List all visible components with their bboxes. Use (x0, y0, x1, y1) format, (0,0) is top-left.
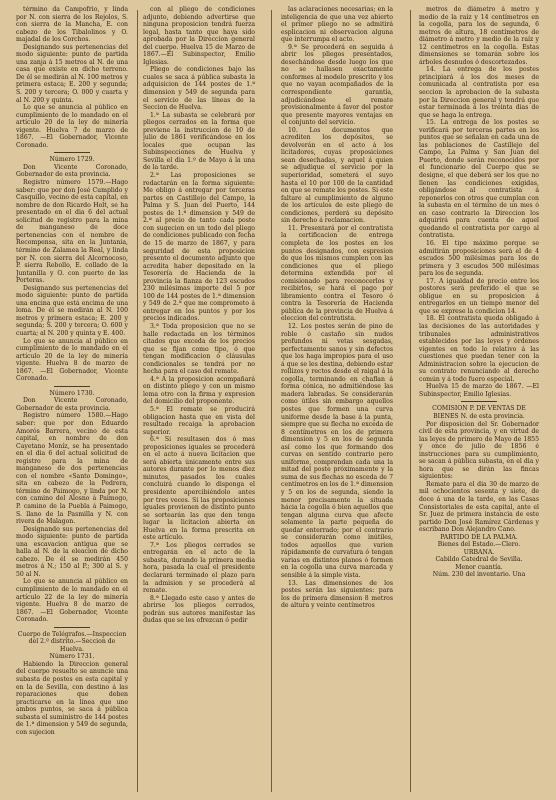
paragraph: Huelva 15 de marzo de 1867. —El Subinspector, Emilio Iglesias. (419, 383, 539, 398)
section-rule (54, 627, 90, 628)
text-column-1 (16, 6, 128, 794)
paragraph: 6.ª Si resultasen dos ó mas proposiciones iguales se procederá en el acto á nueva licitacion que será abierta únicamente entre sus autores durante por lo menos diez minutos, pasados los cuales concluirá cuando lo disponga el presidente apercibiéndolo antes por tres veces. Si las proposiciones iguales provienen de distinto punto se sortearán las que den tenga lugar la licitacion abierta en Huelva en la forma prescrita en este artículo. (143, 436, 255, 542)
section-heading: Bienes del Estado.—Clero. (437, 541, 521, 549)
paragraph: Remate para el dia 30 de marzo de mil ochocientos sesenta y siete, de doce á una de la tarde, en las Casas Consistoriales de esta capital, ante el Sr. Juez de primera instancia de este partido Don José Ramírez Cárdenas y escribano Don Alejandro Cano. (419, 480, 539, 534)
section-heading: PARTIDO DE LA PALMA. (440, 533, 518, 541)
paragraph: Lo que se anuncia al público en cumplimiento de lo mandado en el artículo 20 de la ley de minería vigente. Huelva 7 de marzo de 1867. —El Gobernador, Vicente Coronado. (16, 104, 128, 149)
paragraph: metros de diámetro á metro y medio de la raíz y 14 centímetros en la cogolla, para los de segunda, 6 metros de altura, 18 centímetros de diámetro á metro y medio de la raíz y 12 centímetros en la cogolla. Estas dimensiones se tomarán sobre los árboles desnudos ó descortezados. (419, 6, 539, 66)
paragraph: 9.ª Se procederá en seguida á abrir los pliegos presentados, desechándose desde luego los que no se hallasen exactamente conformes al modelo prescrito y los que no vayan acompañados de la correspondiente garantía, adjudicándose el remate provisionalmente á favor del postor que presente mayores ventajas en el conjunto del servicio. (281, 43, 393, 127)
paragraph: 14. La entrega de los postes principiará á los dos meses de comunicada al contratista por esa seccion la aprobacion de la subasta por la Direccion general y tendrá que estar terminada á los treinta dias de que se haga la entrega. (419, 66, 539, 119)
paragraph: con al pliego de condiciones adjunto, debiendo advertirse que ninguna proposicion tendrá fuerza legal, hasta tanto que haya sido aprobada por la Direccion general del cuerpo. Huelva 15 de Marzo de 1867.—El Subinspector, Emilio Iglesias. (143, 6, 255, 66)
paragraph: Lo que se anuncia al público en cumplimiento de lo mandado en el artículo 20 de la ley de minería vigente. Huelva 8 de marzo de 1867. —El Gobernador, Vicente Coronado. (16, 337, 128, 383)
text-column-4 (419, 6, 539, 794)
paragraph: 3.ª Toda proposicion que no se halle redactada en los términos citados que exceda de los precios que se fijan como tipo, ó que tengan modificacion ó cláusulas condicionales se tendrá por no hecha para el caso del remate. (143, 322, 255, 376)
paragraph: 2.ª Las proposiciones se redactarán en la forma siguiente: Me obligo á entregar por terceras partes en Castillejo del Campo, la Palma y S. Juan del Puerto, 144 postes de 1.ª dimension y 549 de 2.ª al precio de tanto cada poste con sugecion en un todo del pliego de condiciones publicado con fecha de 15 de marzo de 1867, y para seguridad de esta proposicion presento el documento adjunto que acredita haber depositado en la Tesorería de Hacienda de la provincia la fianza de 123 escudos 230 milésimas importe del 5 por 100 de 144 postes de 1.ª dimension y 549 de 2.ª que me comprometo á entregar en los puntos y por los precios indicados. (143, 172, 255, 323)
paragraph: las aclaraciones necesarias; en la inteligencia de que una vez abierto el primer pliego no se admitirá esplicacion ni observacion alguna que interrumpa el acto. (281, 6, 393, 44)
paragraph: Designando sus pertenencias del modo siguiente: punto de partida una escavacion antigua que se halla al N. de la eleacion de dicho cabezo. De él se medirán 450 metros á N.; 150 al P.; 300 al S. y 50 al N. (16, 525, 128, 578)
paragraph: Designando sus pertenencias del modo siguiente: punto de partida una zanja á 15 metros al N. de una casa que existe en dicho terreno. De él se medirán al N. 100 metros y primera estaca; E. 200 y segunda; S. 200 y tercera; O. 000 y cuarta y al N. 200 y quinta. (16, 43, 128, 104)
paragraph: 15. La entrega de los postes se verificará por terceras partes en los puntos que se señalan en cada una de las poblaciones de Castillejo del Campo, La Palma y San Juan del Puerto, donde serán reconocidos por el funcionario del Cuerpo que se designe, el que deberá ser los que no llenen las condiciones exigidas, obligándose al contratista á reponerlos con otros que cumplan con la subasta en el término de un mes ó en caso contrario la Direccion los adquirirá para cuenta de aquel quedando el contratista por cargo al contratista. (419, 119, 539, 240)
section-heading: URBANA. (463, 548, 495, 556)
paragraph: 5.ª El remate se producirá obligacion hasta que en vista del resultado recaiga la aprobacion superior. (143, 405, 255, 436)
section-heading: Menor cuantía. (455, 563, 503, 571)
paragraph: 8.ª Llegado este caso y antes de abrirse los pliegos cerrados, podrán sus autores manifestar las dudas que se les ofrezcan ó pedir (143, 594, 255, 625)
paragraph: Designando sus pertenencias del modo siguiente: punto de partida una encina que está encima de una loma. De él se medirán al N. 100 metros y primera estaca; E. 200 y segunda; S. 200 y tercera; O. 600 y cuarta; al N. 200 y quinta y E. 400. (16, 284, 128, 337)
section-heading: Número 1730. (49, 389, 95, 397)
text-column-3 (281, 6, 393, 794)
text-column-2 (143, 6, 255, 794)
section-heading: Número 1729. (49, 156, 95, 164)
paragraph: 4.ª A la proposicion acompañará en distinto pliego y con un mismo lema otro con la firma y expresion del domicilio del proponente. (143, 375, 255, 406)
section-heading: Cabildo Catedral de Sevilla. (435, 556, 523, 564)
column-divider (271, 10, 272, 792)
column-divider (410, 10, 411, 792)
section-heading: Número 1731. (49, 653, 95, 661)
paragraph: Don Vicente Coronado, Gobernador de esta provincia. (16, 397, 128, 412)
section-rule (461, 401, 497, 402)
paragraph: Pliego de condiciones bajo las cuales se saca á pública subasta la adquisicion de 144 postes de 1.ª dimension y 549 de segunda para el servicio de las líneas de la Seccion de Huelva. (143, 66, 255, 112)
column-divider (137, 10, 138, 792)
section-rule (54, 152, 90, 153)
paragraph: 7.ª Los pliegos cerrados se entregarán en el acto de la subasta, durando la primera media hora, pasada la cual el presidente declarará terminado el plazo para la admision y se procederá al remate. (143, 541, 255, 595)
paragraph: Habiendo la Direccion general del cuerpo resuelto se anuncie una subasta de postes en esta capital y en la de Sevilla, con destino á las reparaciones que deben practicarse en la línea que une ambos puntos, se saca á pública subasta el suministro de 144 postes de 1.ª dimension y 549 de segunda, con sujecion (16, 660, 128, 736)
section-rule (54, 386, 90, 387)
paragraph: 16. El tipo máximo porque se admitirán proposiciones será el de 4 escudos 500 milésimas para los de primera y 3 escudos 500 milésimas para los de segunda. (419, 239, 539, 278)
paragraph: Por disposicion del Sr. Gobernador civil de esta provincia, y en virtud de las leyes de primero de Mayo de 1855 y once de julio de 1856 é instrucciones para su cumplimiento, se sacan á pública subasta, en el dia y hora que se dirán las fincas siguientes: (419, 420, 539, 481)
paragraph: 1.ª La subasta se celebrará por pliegos cerrados en la forma que previene la instruccion de 10 de julio de 1861 verificándose en los locales que ocupan las Subinspecciones de Huelva y Sevilla el dia 1.º de Mayo á la una de la tarde. (143, 111, 255, 172)
paragraph: 10. Los documentos que acrediten los depósitos, se devolverán en el acto á los licitadores, cuyas proposiciones sean desechadas, y aquel á quien se adjudique el servicio por la superioridad, someterá el suyo hasta el 10 por 100 de la cantidad en que se remate los postes. Si este faltare al cumplimiento de alguno de los artículos de este pliego de condiciones, perderá su depósito sin derecho á reclamacion. (281, 126, 393, 225)
paragraph: Registro número 1579.—Hago saber: que por don José Cumplido y Casquillo, vecino de esta capital, en nombre de don Ricardo Holt, se ha presentado en el dia 6 del actual solicitud de registro para la mina de manganeso de doce pertenencias con el nombre de Recompensa, sita en la Juntania, término de Zalamea la Real, y linda por N. con sierra del Alcornocoso, P. sierra Rebollo, E. collado de la Juntanilla y O. con puerto de las Porteras. (16, 179, 128, 285)
paragraph: 18. El contratista queda obligado á las decisiones de las autoridades y tribunales administrativos establecidos por las leyes y órdenes vigentes en todo lo relativo á las cuestiones que puedan tener con la Administracion sobre la ejecucion de su contrato renunciando al derecho común y á todo fuero especial. (419, 315, 539, 383)
section-heading: COMISION P. DE VENTAS DE BIENES N. de esta provincia. (432, 405, 526, 420)
paragraph: Don Vicente Coronado, Gobernador de esta provincia. (16, 163, 128, 179)
paragraph: 12. Los postes serán de pino de roble ó castaño sin nudos profundos ni vetas sesgadas, perfectamente sanos y sin defectos que los haga impropios para el uso á que se les destina, debiendo estar rollizos y rectos desde el raigal á la cogolla, terminando en chaflan á forma cónica, no admitiéndose las madera labradas. Se considerarán como útiles sin embargo aquellos postes que formen una curva uniforme desde la base á la punta, siempre que su flecha no exceda de 8 centímetros en los de primera dimension y 5 en los de segunda así como los que formando dos curvas en sentido contrario pero uniforme, comprendan cada una la mitad del poste próximamente y la suma de sus flechas no esceda de 7 centímetros en los de 1.ª dimension y 5 en los de segunda, siendo la menor precisamente la situada hácia la cogolla ó bien aquellos que tengan alguna curva que afecte solamente la parte pequeña de quedar enterrado; por el contrario se considerarán como inútiles, todos aquellos que varien rápidamente de curvatura ó tengan varias en distintos planos ó formen en la cogolla una curva marcada y sensible á la simple vista. (281, 322, 393, 580)
paragraph: 13. Las dimensiones de los postes serán las siguientes: para los de primera dimension 8 metros de altura y veinte centímetros (281, 579, 393, 610)
paragraph: 17. A igualdad de precio entre los postores será preferido el que se obligue en su proposicion á entregarlos en un tiempo menor del que se exprese la condicion 14. (419, 277, 539, 315)
paragraph: término da Campofrio, y linda por N. con sierra de los Rejolos, S. con sierra de la Mancha, E. con cabezo de los Tibalolinos y O. majadal de los Corchos. (16, 6, 128, 44)
section-heading: Núm. 230 del inventario. Una (432, 571, 526, 579)
section-heading: Cuerpo de Telégrafos.—Inspeccion del 2.º distrito.—Seccion de Huelva. (17, 630, 127, 653)
paragraph: Registro número 1580.—Hago saber: que por don Eduardo Amorós Barrera, vecino de esta capital, en nombre de don Cayetano Moníz, se ha presentado en el dia 6 del actual solicitud de registro para la mina de manganeso de dos pertenencias con el nombre «Santo Domingo», sita en cabezo de la Pedrera, término de Paimogo, y linda por N. con camino del Alosno á Paimogo, P. camino de la Puebla á Paimogo, S. llano de la Pasmilla y N. con rivera de Malagon. (16, 412, 128, 526)
paragraph: 11. Presentará por el contratista la certificacion de entrega completa de los postes en los puntos designados, con espresion de que los mismos cumplen con las condiciones que el pliego determina extendida por el comisionado para reconocerlos y recibirlos, se hará el pago por libramiento contra el Tesoro ó contra la Tesorería de Hacienda pública de la provincia de Huelva á eleccion del contratista. (281, 224, 393, 323)
paragraph: Lo que se anuncia al público en cumplimiento de lo mandado en el artículo 22 de la ley de minería vigente. Huelva 8 de marzo de 1867. —El Gobernador, Vicente Coronado. (16, 578, 128, 624)
